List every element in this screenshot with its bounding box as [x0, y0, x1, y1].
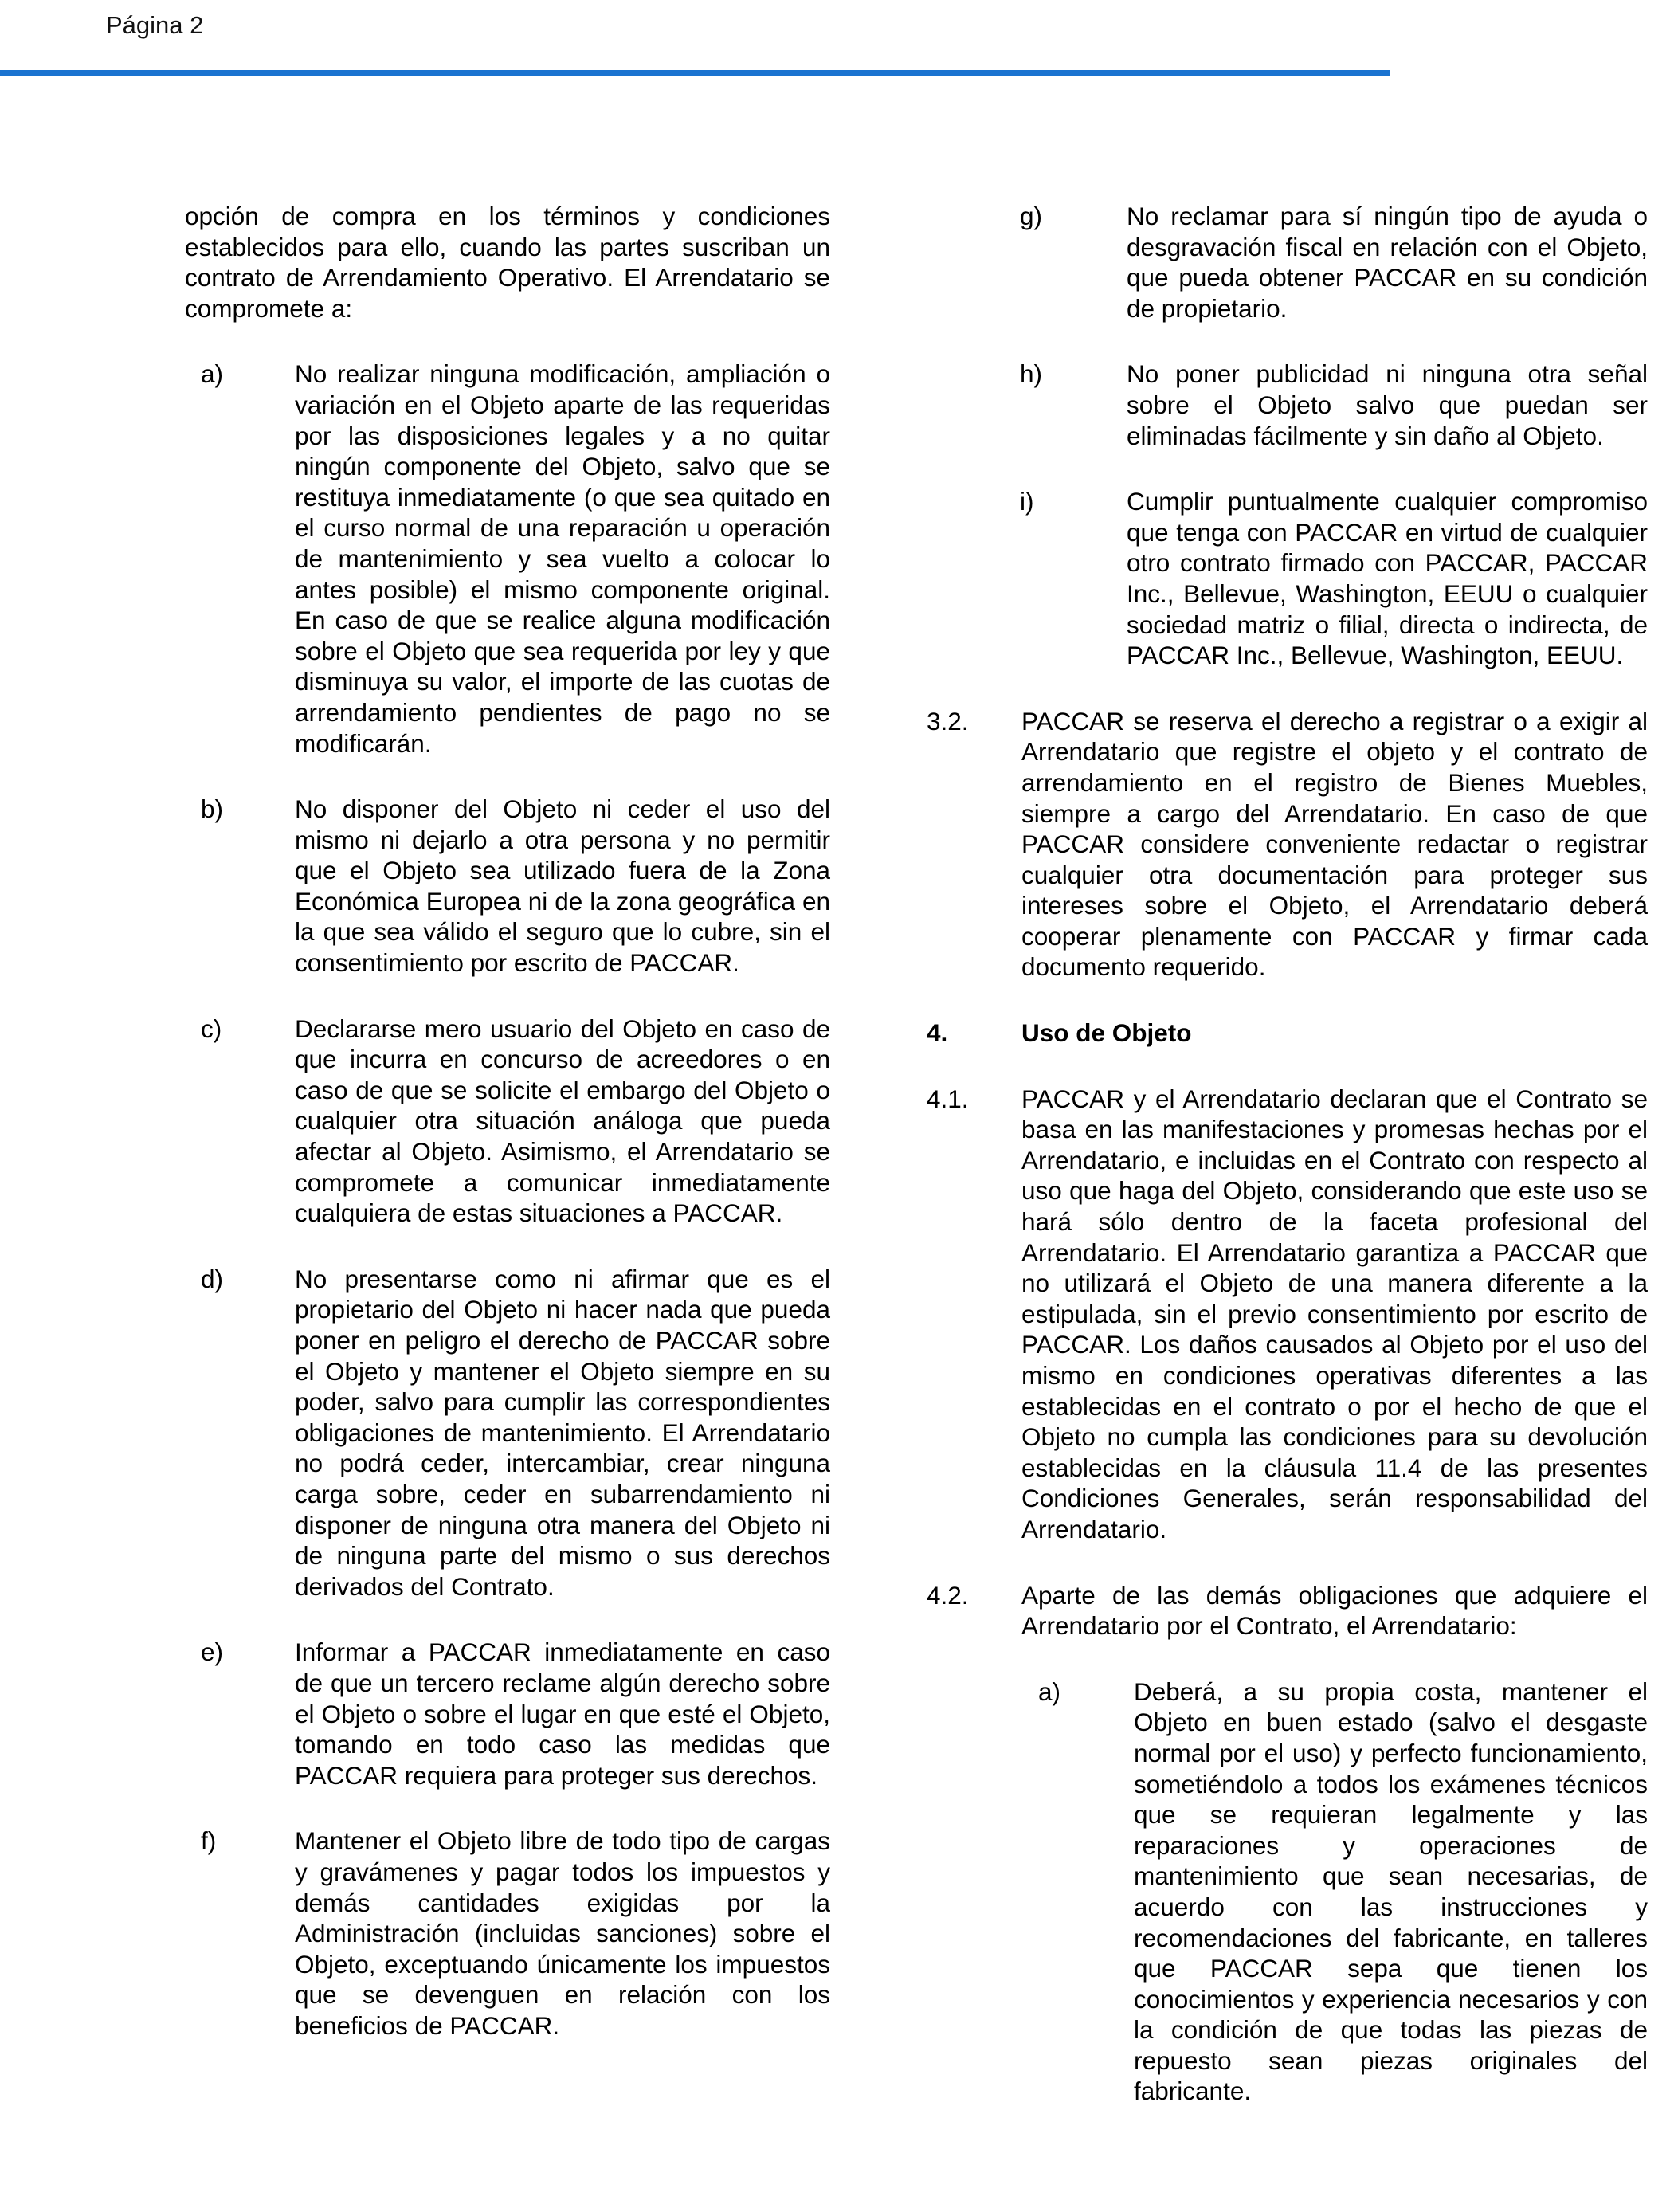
clause-4-1: [927, 1084, 1648, 1545]
list-item: [185, 1264, 830, 1602]
intro-paragraph: opción de compra en los términos y condiciones establecidos para ello, cuando las partes suscriban un contrato de Arrendamiento Operativo. El Arrendatario se compromete a:: [185, 202, 830, 323]
item-label: f): [201, 1826, 217, 1856]
item-label: c): [201, 1014, 222, 1043]
header-rule: [0, 70, 1390, 76]
list-item: [927, 486, 1648, 671]
item-label: a): [1038, 1677, 1061, 1706]
item-text: Cumplir puntualmente cualquier compromiso que tenga con PACCAR en virtud de cualquier otro contrato firmado con PACCAR, PACCAR Inc., Bellevue, Washington, EEUU o cualquier sociedad matriz o filial, directa o indirecta, de PACCAR Inc., Bellevue, Washington, EEUU.: [1127, 487, 1648, 670]
item-label: i): [1020, 487, 1034, 516]
page-header: [0, 0, 1390, 80]
clause-text: PACCAR y el Arrendatario declaran que el Contrato se basa en las manifestaciones y promesas hechas por el Arrendatario, e incluidas en el Contrato con respecto al uso que haga del Objeto, considerando que este uso se hará sólo dentro de la faceta profesional del Arrendatario. El Arrendatario garantiza a PACCAR que no utilizará el Objeto de una manera diferente a la estipulada, sin el previo consentimiento por escrito de PACCAR. Los daños causados al Objeto por el uso del mismo en condiciones operativas diferentes a las establecidas en el contrato o por el hecho de que el Objeto no cumpla las condiciones para su devolución establecidas en la cláusula 11.4 de las presentes Condiciones Generales, serán responsabilidad del Arrendatario.: [1021, 1084, 1648, 1543]
item-label: b): [201, 794, 224, 824]
item-text: No reclamar para sí ningún tipo de ayuda o desgravación fiscal en relación con el Objeto, que pueda obtener PACCAR en su condición de propietario.: [1127, 202, 1648, 323]
list-item: [927, 359, 1648, 451]
clause-text: PACCAR se reserva el derecho a registrar o a exigir al Arrendatario que registre el objeto y el contrato de arrendamiento en el registro de Bienes Muebles, siempre a cargo del Arrendatario. En caso de que PACCAR considere conveniente redactar o registrar cualquier otra documentación para proteger sus intereses sobre el Objeto, el Arrendatario deberá cooperar plenamente con PACCAR y firmar cada documento requerido.: [1021, 706, 1648, 982]
clause-4-2-item-a: [927, 1677, 1648, 2107]
item-text: No realizar ninguna modificación, ampliación o variación en el Objeto aparte de las requeridas por las disposiciones legales y a no quitar ningún componente del Objeto, salvo que se restituya inmediatamente (o que sea quitado en el curso normal de una reparación u operación de mantenimiento y sea vuelto a colocar lo antes posible) el mismo componente original. En caso de que se realice alguna modificación sobre el Objeto que sea requerida por ley y que disminuya su valor, el importe de las cuotas de arrendamiento pendientes de pago no se modificarán.: [295, 359, 830, 758]
clause-number: 4.1.: [927, 1084, 969, 1113]
item-label: g): [1020, 202, 1043, 230]
list-item: [185, 359, 830, 759]
clause-text: Aparte de las demás obligaciones que adquiere el Arrendatario por el Contrato, el Arrendatario:: [1021, 1580, 1648, 1641]
clause-number: 3.2.: [927, 706, 969, 735]
list-item: [927, 201, 1648, 324]
item-text: No presentarse como ni afirmar que es el propietario del Objeto ni hacer nada que pueda poner en peligro el derecho de PACCAR sobre el Objeto y mantener el Objeto siempre en su poder, salvo para cumplir las correspondientes obligaciones de mantenimiento. El Arrendatario no podrá ceder, intercambiar, crear ninguna carga sobre, ceder en subarrendamiento ni disponer de ninguna otra manera del Objeto ni de ninguna parte del mismo o sus derechos derivados del Contrato.: [295, 1264, 830, 1601]
item-text: No disponer del Objeto ni ceder el uso del mismo ni dejarlo a otra persona y no permitir que el Objeto sea utilizado fuera de la Zona Económica Europea ni de la zona geográfica en la que sea válido el seguro que lo cubre, sin el consentimiento por escrito de PACCAR.: [295, 794, 830, 978]
left-column: [185, 201, 830, 2076]
section-title: Uso de Objeto: [1021, 1018, 1192, 1048]
page-number: Página 2: [106, 11, 204, 39]
list-item: [185, 1826, 830, 2041]
right-column: [927, 201, 1648, 2142]
item-text: Declararse mero usuario del Objeto en caso de que incurra en concurso de acreedores o en caso de que se solicite el embargo del Objeto o cualquier otra situación análoga que pueda afectar al Objeto. Asimismo, el Arrendatario se compromete a comunicar inmediatamente cualquiera de estas situaciones a PACCAR.: [295, 1014, 830, 1228]
clause-4-2: [927, 1580, 1648, 1641]
item-text: Informar a PACCAR inmediatamente en caso de que un tercero reclame algún derecho sobre el Objeto o sobre el lugar en que esté el Objeto, tomando en todo caso las medidas que PACCAR requiera para proteger sus derechos.: [295, 1637, 830, 1790]
item-label: d): [201, 1264, 224, 1293]
clause-3-2: [927, 706, 1648, 982]
section-4-heading: [927, 1018, 1648, 1049]
item-text: Deberá, a su propia costa, mantener el Objeto en buen estado (salvo el desgaste normal por el uso) y perfecto funcionamiento, sometiéndolo a todos los exámenes técnicos que se requieran legalmente y las reparaciones y operaciones de mantenimiento que sean necesarias, de acuerdo con las instrucciones y recomendaciones del fabricante, en talleres que PACCAR sepa que tienen los conocimientos y experiencia necesarios y con la condición de que todas las piezas de repuesto sean piezas originales del fabricante.: [1134, 1677, 1648, 2106]
list-item: [185, 794, 830, 979]
section-number: 4.: [927, 1018, 948, 1048]
item-text: No poner publicidad ni ninguna otra señal sobre el Objeto salvo que puedan ser eliminadas fácilmente y sin daño al Objeto.: [1127, 359, 1648, 450]
clause-number: 4.2.: [927, 1580, 969, 1610]
list-item: [185, 1014, 830, 1229]
item-label: e): [201, 1637, 224, 1667]
list-item: [185, 1637, 830, 1790]
item-label: a): [201, 359, 224, 389]
item-text: Mantener el Objeto libre de todo tipo de cargas y gravámenes y pagar todos los impuestos y demás cantidades exigidas por la Administración (incluidas sanciones) sobre el Objeto, exceptuando únicamente los impuestos que se devenguen en relación con los beneficios de PACCAR.: [295, 1826, 830, 2040]
item-label: h): [1020, 359, 1043, 389]
